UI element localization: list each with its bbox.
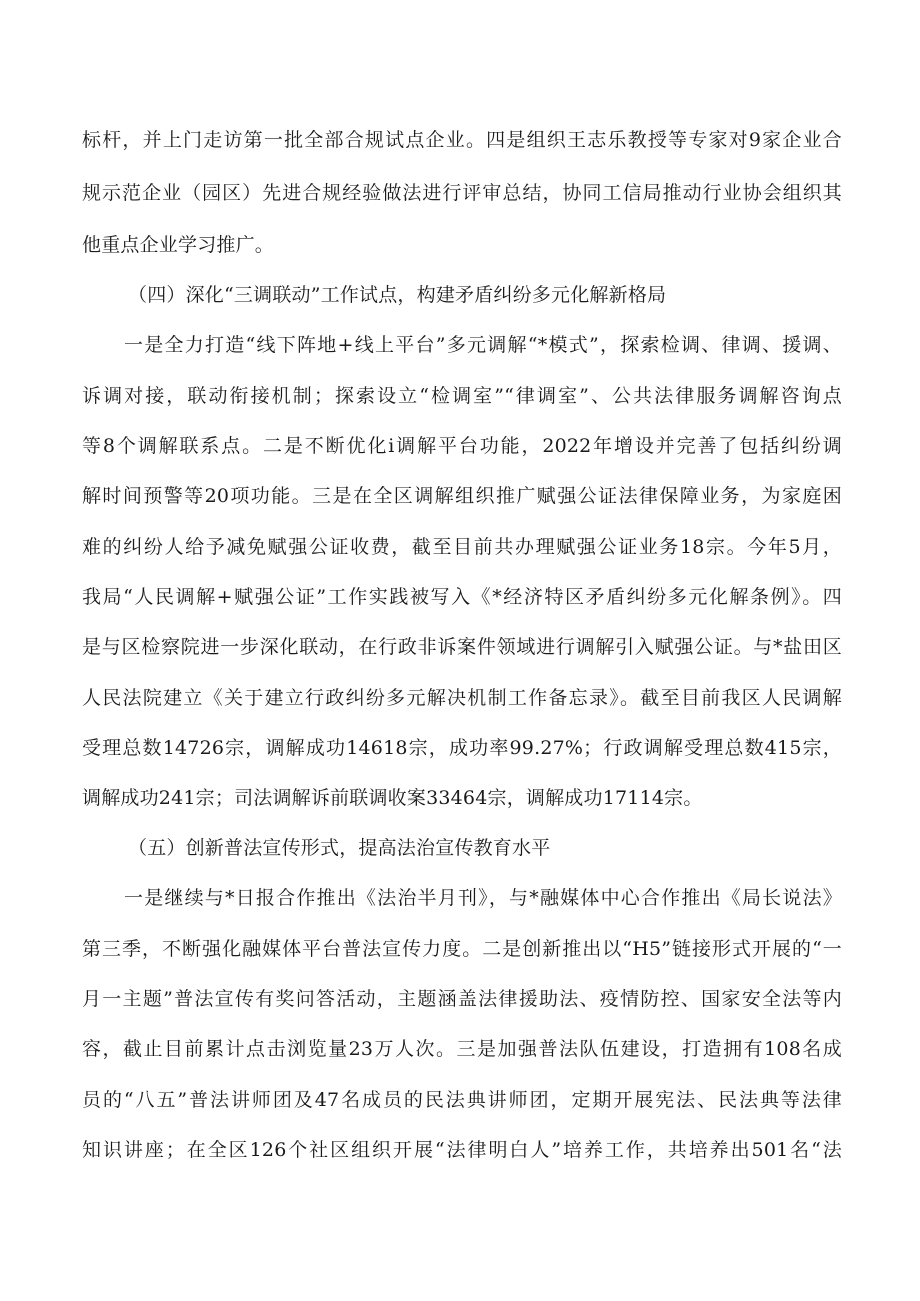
paragraph-line: 一是继续与*日报合作推出《法治半月刊》，与*融媒体中心合作推出《局长说法》 [124, 887, 842, 909]
paragraph-line: 调解成功241宗；司法调解诉前联调收案33464宗，调解成功17114宗。 [82, 787, 703, 809]
paragraph-line: 月一主题”普法宣传有奖问答活动，主题涵盖法律援助法、疫情防控、国家安全法等内 [82, 988, 842, 1010]
paragraph-line: 一是全力打造“线下阵地+线上平台”多元调解“*模式”，探索检调、律调、援调、 [124, 334, 842, 356]
paragraph-line: 我局“人民调解+赋强公证”工作实践被写入《*经济特区矛盾纠纷多元化解条例》。四 [82, 586, 842, 608]
section-heading: （五）创新普法宣传形式，提高法治宣传教育水平 [128, 837, 551, 859]
paragraph-line: 人民法院建立《关于建立行政纠纷多元解决机制工作备忘录》。截至目前我区人民调解 [82, 687, 842, 709]
paragraph-line: 受理总数14726宗，调解成功14618宗，成功率99.27%；行政调解受理总数415宗， [82, 737, 842, 759]
paragraph-line: 员的“八五”普法讲师团及47名成员的民法典讲师团，定期开展宪法、民法典等法律 [82, 1089, 842, 1111]
paragraph-line: 标杆，并上门走访第一批全部合规试点企业。四是组织王志乐教授等专家对9家企业合 [82, 129, 842, 151]
paragraph-line: 等8个调解联系点。二是不断优化i调解平台功能，2022年增设并完善了包括纠纷调 [82, 435, 842, 457]
paragraph-line: 规示范企业（园区）先进合规经验做法进行评审总结，协同工信局推动行业协会组织其 [82, 182, 842, 204]
paragraph-line: 难的纠纷人给予减免赋强公证收费，截至目前共办理赋强公证业务18宗。今年5月， [82, 536, 842, 558]
paragraph-line: 是与区检察院进一步深化联动，在行政非诉案件领域进行调解引入赋强公证。与*盐田区 [82, 636, 842, 658]
paragraph-line: 第三季，不断强化融媒体平台普法宣传力度。二是创新推出以“H5”链接形式开展的“一 [82, 938, 842, 960]
paragraph-line: 知识讲座；在全区126个社区组织开展“法律明白人”培养工作，共培养出501名“法 [82, 1139, 842, 1161]
paragraph-line: 解时间预警等20项功能。三是在全区调解组织推广赋强公证法律保障业务，为家庭困 [82, 485, 842, 507]
paragraph-line: 他重点企业学习推广。 [82, 234, 275, 256]
paragraph-line: 容，截止目前累计点击浏览量23万人次。三是加强普法队伍建设，打造拥有108名成 [82, 1038, 842, 1060]
paragraph-line: 诉调对接，联动衔接机制；探索设立“检调室”“律调室”、公共法律服务调解咨询点 [82, 385, 842, 407]
section-heading: （四）深化“三调联动”工作试点，构建矛盾纠纷多元化解新格局 [128, 284, 667, 306]
